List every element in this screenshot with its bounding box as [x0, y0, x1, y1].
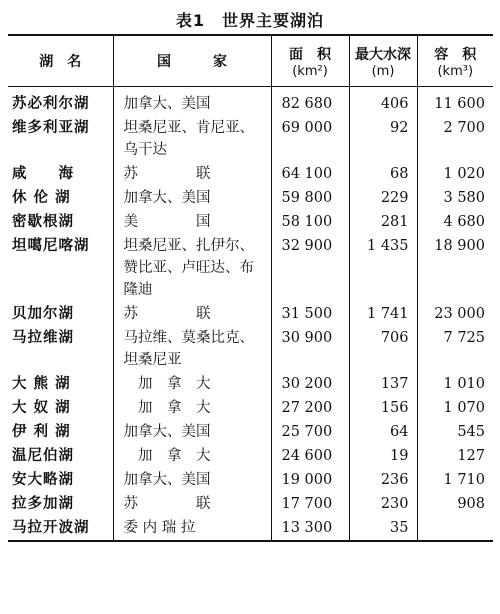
table-header-row: [8, 35, 493, 87]
lake-volume: 545: [417, 420, 493, 444]
lake-country: 苏 联: [113, 302, 271, 326]
lake-depth: 19: [349, 444, 417, 468]
table-row: [8, 468, 493, 492]
header-country: 国 家: [113, 35, 271, 87]
lake-depth: 706: [349, 326, 417, 372]
lake-country: 加拿大、美国: [113, 420, 271, 444]
table-row: [8, 162, 493, 186]
lake-country: 加拿大、美国: [113, 87, 271, 117]
lake-depth: 137: [349, 372, 417, 396]
lake-area: 69 000: [271, 116, 349, 162]
lake-volume: 908: [417, 492, 493, 516]
lake-volume: 1 070: [417, 396, 493, 420]
table-row: [8, 302, 493, 326]
lake-volume: 1 710: [417, 468, 493, 492]
lake-name: 贝加尔湖: [12, 306, 74, 322]
lake-name: 温尼伯湖: [12, 448, 74, 464]
lake-depth: 68: [349, 162, 417, 186]
lake-area: 58 100: [271, 210, 349, 234]
header-area: [271, 35, 349, 87]
header-volume: [417, 35, 493, 87]
lake-volume: [417, 516, 493, 541]
lake-volume: 1 020: [417, 162, 493, 186]
header-depth: [349, 35, 417, 87]
header-volume-unit: (km³): [437, 63, 474, 79]
lake-country: 加 拿 大: [113, 396, 271, 420]
lake-depth: 35: [349, 516, 417, 541]
lake-area: 30 900: [271, 326, 349, 372]
lake-area: 30 200: [271, 372, 349, 396]
table-row: [8, 444, 493, 468]
lake-area: 31 500: [271, 302, 349, 326]
lake-area: 25 700: [271, 420, 349, 444]
lake-depth: 236: [349, 468, 417, 492]
lake-country: 苏 联: [113, 492, 271, 516]
lake-volume: 4 680: [417, 210, 493, 234]
lake-name: 休 伦 湖: [12, 190, 71, 206]
lake-depth: 1 741: [349, 302, 417, 326]
lake-country: 加拿大、美国: [113, 468, 271, 492]
table-row: [8, 186, 493, 210]
table-row: [8, 326, 493, 372]
header-area-unit: (km²): [292, 63, 328, 79]
lake-depth: 92: [349, 116, 417, 162]
lake-area: 82 680: [271, 87, 349, 117]
lake-country: 加拿大、美国: [113, 186, 271, 210]
lake-area: 59 800: [271, 186, 349, 210]
lake-volume: 2 700: [417, 116, 493, 162]
lake-depth: 281: [349, 210, 417, 234]
table-row: [8, 234, 493, 302]
lake-name: 维多利亚湖: [12, 120, 90, 136]
lake-area: 32 900: [271, 234, 349, 302]
lake-volume: 23 000: [417, 302, 493, 326]
lake-name: 咸 海: [12, 166, 74, 182]
lake-name: 大 熊 湖: [12, 376, 71, 392]
lake-name: 马拉维湖: [12, 330, 74, 346]
lake-name: 密歇根湖: [12, 214, 74, 230]
header-area-label: 面 积: [289, 46, 331, 63]
table-body: [8, 87, 493, 542]
lake-volume: 3 580: [417, 186, 493, 210]
lake-depth: 229: [349, 186, 417, 210]
lake-area: 19 000: [271, 468, 349, 492]
lake-name: 坦噶尼喀湖: [12, 238, 90, 254]
lake-area: 24 600: [271, 444, 349, 468]
header-depth-label: 最大水深: [355, 46, 411, 63]
table-row: [8, 420, 493, 444]
table-row: [8, 396, 493, 420]
lake-area: 13 300: [271, 516, 349, 541]
table-title: 表1 世界主要湖泊: [175, 11, 325, 30]
lake-volume: 127: [417, 444, 493, 468]
lake-volume: 1 010: [417, 372, 493, 396]
lake-country: 马拉维、莫桑比克、坦桑尼亚: [113, 326, 271, 372]
lake-depth: 64: [349, 420, 417, 444]
lake-country: 加 拿 大: [113, 444, 271, 468]
table-row: [8, 372, 493, 396]
lake-area: 17 700: [271, 492, 349, 516]
lake-volume: 18 900: [417, 234, 493, 302]
lake-depth: 406: [349, 87, 417, 117]
lake-name: 苏必利尔湖: [12, 96, 90, 112]
lake-depth: 230: [349, 492, 417, 516]
lake-area: 27 200: [271, 396, 349, 420]
lake-country: 坦桑尼亚、扎伊尔、赞比亚、卢旺达、布隆迪: [113, 234, 271, 302]
table-row: [8, 492, 493, 516]
lake-name: 马拉开波湖: [12, 520, 90, 536]
lake-name: 安大略湖: [12, 472, 74, 488]
lake-name: 伊 利 湖: [12, 424, 71, 440]
lake-country: 苏 联: [113, 162, 271, 186]
lake-depth: 1 435: [349, 234, 417, 302]
lake-name: 大 奴 湖: [12, 400, 71, 416]
lake-country: 美 国: [113, 210, 271, 234]
table-row: [8, 516, 493, 541]
lake-volume: 7 725: [417, 326, 493, 372]
lake-depth: 156: [349, 396, 417, 420]
lake-country: 加 拿 大: [113, 372, 271, 396]
lake-area: 64 100: [271, 162, 349, 186]
header-depth-unit: (m): [371, 63, 395, 79]
header-volume-label: 容 积: [434, 46, 477, 63]
lakes-table: [8, 34, 493, 542]
table-row: [8, 210, 493, 234]
lake-name: 拉多加湖: [12, 496, 74, 512]
lake-country: 委 内 瑞 拉: [113, 516, 271, 541]
table-row: [8, 116, 493, 162]
header-name: 湖 名: [39, 54, 82, 70]
table-row: [8, 87, 493, 117]
lake-country: 坦桑尼亚、肯尼亚、乌干达: [113, 116, 271, 162]
lake-volume: 11 600: [417, 87, 493, 117]
